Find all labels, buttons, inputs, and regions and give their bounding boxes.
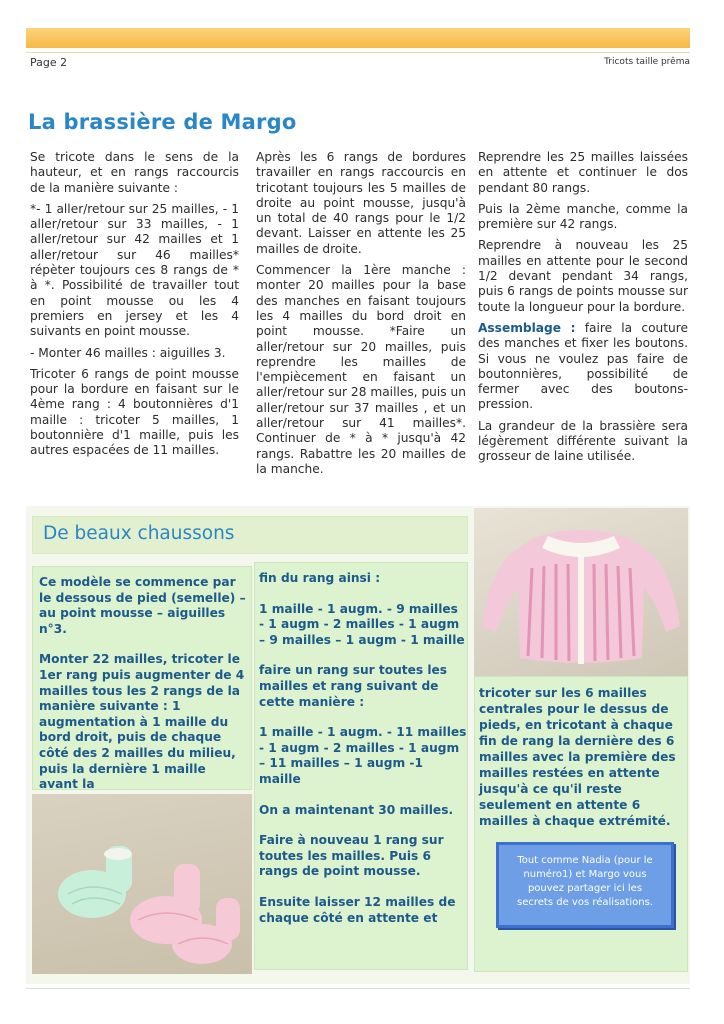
booties-text-panel-1 <box>32 566 252 790</box>
paragraph: - Monter 46 mailles : aiguilles 3. <box>30 345 226 360</box>
assembly-lead: Assemblage : <box>478 320 576 335</box>
booties-title-band <box>32 516 468 554</box>
panel-text <box>39 575 247 808</box>
panel-text <box>479 685 687 844</box>
paragraph: faire un rang sur toutes les mailles et rang suivant de cette manière : <box>259 663 448 709</box>
header-divider <box>26 52 690 53</box>
header-color-band <box>26 28 690 48</box>
sweater-illustration <box>474 508 688 676</box>
callout-box: Tout comme Nadia (pour le numéro1) et Margo vous pouvez partager ici les secrets de vos réalisations. <box>496 842 674 928</box>
paragraph: Commencer la 1ère manche : monter 20 mailles pour la base des manches en faisant toujours les 4 mailles du bord droit en point mousse. *Faire un aller/retour sur 20 mailles, puis reprendre les mailles de l'empiècement en faisant un aller/retour sur 28 mailles, puis un aller/retour sur 37 mailles , et un aller/retour sur 41 mailles*. Continuer de * à * jusqu'à 42 rangs. Rabattre les 20 mailles de la manche. <box>256 263 466 476</box>
assembly-text: faire la couture des manches et fixer les boutons. Si vous ne voulez pas faire de boutonnières, possibilité de fermer avec des boutons-pression. <box>478 320 688 412</box>
paragraph: Se tricote dans le sens de la hauteur, et en rangs raccourcis de la manière suivante : <box>30 150 239 195</box>
paragraph: Puis la 2ème manche, comme la première sur 42 rangs. <box>478 201 688 232</box>
paragraph: *- 1 aller/retour sur 25 mailles, - 1 aller/retour sur 33 mailles, - 1 aller/retour sur 42 mailles et 1 aller/retour sur 46 mailles* répèter toujours ces 8 rangs de * à *. Possibilité de travailler tout en point mousse ou les 4 premiers en jersey et les 4 suivants en point mousse. <box>30 201 239 339</box>
booties-photo <box>32 794 252 974</box>
article-column-1 <box>30 150 239 465</box>
paragraph: On a maintenant 30 mailles. <box>259 802 454 817</box>
panel-text <box>259 571 467 941</box>
assembly-paragraph <box>478 321 688 413</box>
paragraph: Reprendre à nouveau les 25 mailles en attente pour le second 1/2 devant pendant 34 rangs, puis 6 rangs de points mousse sur toute la longueur pour la bordure. <box>478 238 688 314</box>
paragraph: Ce modèle se commence par le dessous de pied (semelle) – au point mousse – aiguilles n°3. <box>39 575 246 636</box>
sweater-photo <box>474 508 688 676</box>
booties-title: De beaux chaussons <box>43 523 235 544</box>
paragraph: Après les 6 rangs de bordures travailler en rangs raccourcis en tricotant toujours les 5 mailles de droite au point mousse, jusqu'à un total de 40 rangs pour le 1/2 devant. Laisser en attente les 25 mailles de droite. <box>256 150 466 256</box>
footer-divider <box>26 988 690 989</box>
paragraph: tricoter sur les 6 mailles centrales pour le dessus de pieds, en tricotant à chaque fin de rang la dernière des 6 mailles avec la première des mailles restées en attente jusqu'à ce qu'il reste seulement en attente 6 mailles à chaque extrémité. <box>479 686 676 828</box>
article-column-3 <box>478 150 688 471</box>
running-title: Tricots taille prêma <box>604 57 690 67</box>
paragraph: Reprendre les 25 mailles laissées en attente et continuer le dos pendant 80 rangs. <box>478 150 688 195</box>
paragraph: Faire à nouveau 1 rang sur toutes les mailles. Puis 6 rangs de point mousse. <box>259 833 444 879</box>
page-number: Page 2 <box>30 56 68 69</box>
paragraph: 1 maille - 1 augm. - 11 mailles - 1 augm - 2 mailles - 1 augm – 11 mailles – 1 augm -1 maille <box>259 725 467 786</box>
article-column-2 <box>256 150 466 483</box>
booties-illustration <box>32 794 252 974</box>
paragraph: Ensuite laisser 12 mailles de chaque côté en attente et <box>259 894 456 925</box>
booties-text-panel-2 <box>254 562 468 970</box>
paragraph: Monter 22 mailles, tricoter le 1er rang puis augmenter de 4 mailles tous les 2 rangs de la manière suivante : 1 augmentation à 1 maille du bord droit, puis de chaque côté des 2 mailles du milieu, puis la dernière 1 maille avant la <box>39 652 245 792</box>
article-title: La brassière de Margo <box>28 110 297 134</box>
paragraph: La grandeur de la brassière sera légèrement différente suivant la grosseur de laine utilisée. <box>478 418 688 464</box>
paragraph: fin du rang ainsi : <box>259 571 381 585</box>
paragraph: Tricoter 6 rangs de point mousse pour la bordure en faisant sur le 4ème rang : 4 boutonnières d'1 maille : tricoter 5 mailles, 1 boutonnière d'1 maille, puis les autres espacées de 11 mailles. <box>30 366 239 458</box>
paragraph: 1 maille - 1 augm. - 9 mailles - 1 augm - 2 mailles - 1 augm – 9 mailles – 1 augm - 1 maille <box>259 601 465 647</box>
